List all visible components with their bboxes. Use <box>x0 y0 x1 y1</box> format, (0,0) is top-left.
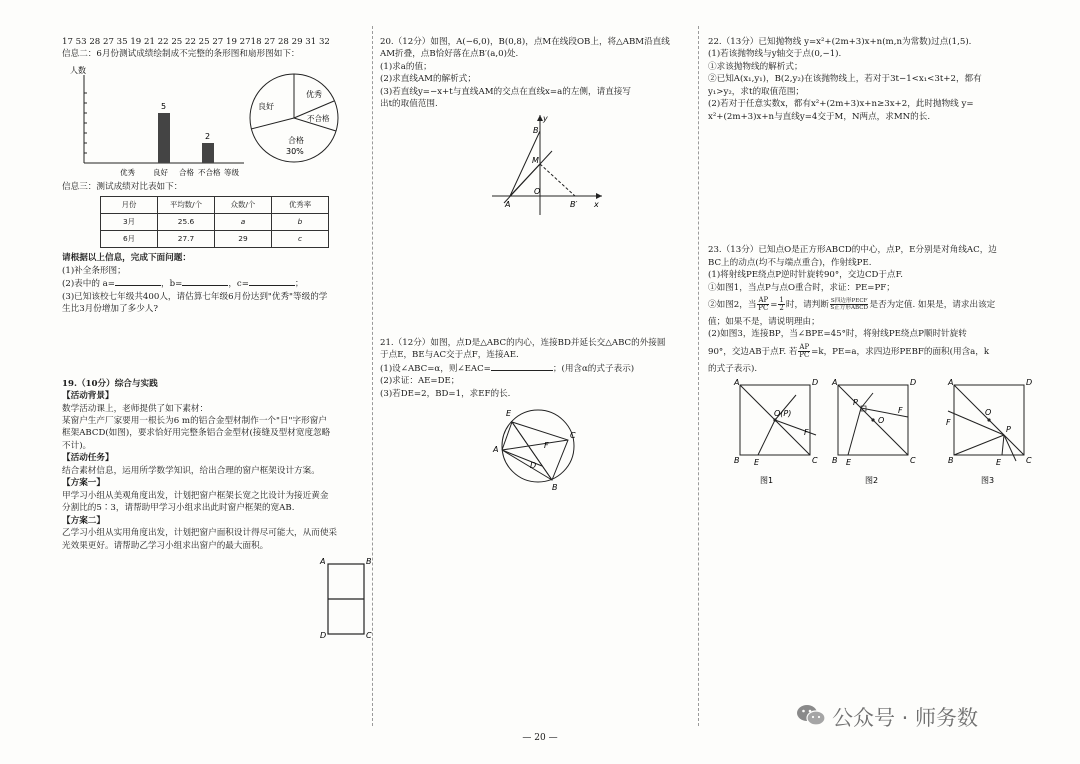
label-C: C <box>910 456 916 466</box>
y-axis-label: 人数 <box>70 65 86 75</box>
p20-coordinate-figure <box>380 111 688 217</box>
table-cell: b <box>272 214 329 231</box>
p19-scheme2-line: 光效果更好。请帮助乙学习小组求出窗户的最大面积。 <box>62 540 269 551</box>
question-3-line-2: 生比3月份增加了多少人? <box>62 304 159 315</box>
p20-line: (2)求直线AM的解析式； <box>380 74 476 85</box>
table-cell: 25.6 <box>158 214 215 231</box>
table-header: 优秀率 <box>272 197 329 214</box>
ray-PF <box>948 411 1004 435</box>
fraction-ap-pc <box>798 344 810 360</box>
p19-task-line: 结合素材信息，运用所学数学知识，给出合理的窗户框架设计方案。 <box>62 465 320 476</box>
label-F: F <box>946 418 951 428</box>
column-divider-2 <box>698 26 699 726</box>
bar-fail <box>202 143 214 163</box>
p20-line: 20.（12分）如图，A(−6,0)，B(0,8)，点M在线段OB上，将△ABM沿直线 <box>380 37 670 47</box>
scheme-one-heading: 【方案一】 <box>62 478 105 489</box>
table-cell: 3月 <box>101 214 158 231</box>
p19-background-line: 某窗户生产厂家要用一根长为6 m的铝合金型材制作一个"日"字形窗户 <box>62 415 327 426</box>
p21-line: (2)求证：AE=DE； <box>380 376 460 387</box>
p21-text-b: ；(用含α的式子表示) <box>552 363 635 374</box>
answer-blank-eac[interactable] <box>491 362 553 371</box>
p23-line: (1)将射线PE绕点P逆时针旋转90°，交边CD于点F. <box>708 270 903 281</box>
pie-label-good: 良好 <box>258 101 274 111</box>
p23-text: 90°，交边AB于点F. 若 <box>708 346 798 357</box>
figure-1 <box>733 378 818 485</box>
label-B: B <box>734 456 740 466</box>
label-D: D <box>812 378 819 388</box>
pie-label-excellent: 优秀 <box>306 89 322 99</box>
bar-good <box>158 113 170 163</box>
p21-circle-figure <box>380 402 688 492</box>
p19-scheme1-line: 甲学习小组从美观角度出发，计划把窗户框架长宽之比设计为接近黄金 <box>62 490 329 501</box>
label-B: B <box>533 125 539 135</box>
figure-caption: 图3 <box>981 476 995 486</box>
q2-text-b: ，b= <box>161 279 183 290</box>
bar-chart <box>70 65 244 177</box>
p20-line: AM折叠，点B恰好落在点B′(a,0)处. <box>380 49 519 60</box>
activity-background-heading: 【活动背景】 <box>62 391 114 402</box>
side-AC <box>502 440 568 450</box>
label-E: E <box>754 458 760 468</box>
chord <box>502 450 552 480</box>
wechat-icon <box>796 703 826 735</box>
triangle-ABC-outline <box>512 422 568 480</box>
label-C: C <box>812 456 818 466</box>
pie-label-fail: 不合格 <box>307 113 330 123</box>
p21-line <box>380 362 688 375</box>
label-A: A <box>832 378 838 388</box>
comparison-table <box>100 196 329 248</box>
fraction-one-half <box>778 297 784 313</box>
bar-label-good: 5 <box>161 101 167 111</box>
p20-line: (3)若直线y=−x+t与直线AM的交点在直线x=a的左侧，请直接写 <box>380 86 631 97</box>
ray-PE <box>1002 435 1004 455</box>
label-C: C <box>366 630 372 640</box>
fraction-denominator: S正方形ABCD <box>830 305 868 312</box>
p19-scheme2-line: 乙学习小组从实用角度出发，计划把窗户面积设计得尽可能大，从而使采 <box>62 528 338 539</box>
figure-caption: 图1 <box>760 476 774 486</box>
fraction-numerator: S四边形PECF <box>830 298 868 305</box>
label-D: D <box>320 630 327 640</box>
table-row <box>101 214 329 231</box>
pie-label-pass-percent: 30% <box>286 146 304 156</box>
p23-line: ①如图1，当点P与点O重合时，求证：PE=PF； <box>708 282 895 293</box>
label-E: E <box>846 458 852 468</box>
p23-line: 23.（13分）已知点O是正方形ABCD的中心，点P，E分别是对角线AC，边 <box>708 245 997 256</box>
column-divider-1 <box>372 26 373 726</box>
label-O: O <box>878 416 885 426</box>
fraction-ap-pc <box>757 297 769 313</box>
label-O: O <box>985 408 992 418</box>
p20-line: 出t的取值范围. <box>380 99 438 110</box>
p19-background-line: 数学活动课上，老师提供了如下素材： <box>62 403 209 414</box>
segment-BP <box>954 435 1004 455</box>
fraction-denominator: PC <box>758 304 769 313</box>
label-C: C <box>1026 456 1032 466</box>
question-2 <box>62 277 362 290</box>
watermark <box>796 703 978 735</box>
p23-figures <box>708 377 1038 493</box>
p19-scheme1-line: 分割比的5∶3，请帮助甲学习小组求出此时窗户框架的宽AB. <box>62 503 295 514</box>
data-row: 17 53 28 27 35 19 21 22 25 22 25 27 19 2718 27 28 29 31 32 <box>62 37 330 47</box>
point-O <box>871 419 874 422</box>
p23-text: =k，PE=a，求四边形PEBF的面积(用含a，k <box>811 346 990 357</box>
table-cell: 6月 <box>101 231 158 248</box>
p22-line: (1)若该抛物线与y轴交于点(0,−1). <box>708 49 842 60</box>
figure-3 <box>946 378 1032 485</box>
point-O <box>987 419 990 422</box>
answer-blank-c[interactable] <box>249 277 295 286</box>
watermark-text: 公众号 · 师务数 <box>832 706 979 731</box>
bar-label-fail: 2 <box>205 131 211 141</box>
label-B: B <box>552 482 558 492</box>
table-row <box>101 231 329 248</box>
label-O: O <box>534 186 541 196</box>
p22-line: x²+(2m+3)x+n与直线y=4交于M，N两点，求MN的长. <box>708 111 931 122</box>
page-number: — 20 — <box>522 733 558 743</box>
statistics-charts <box>62 61 362 181</box>
p22-line: (2)若对于任意实数x，都有x²+(2m+3)x+n≥3x+2，此时抛物线 y= <box>708 99 974 110</box>
problem-19-title: 19.（10分）综合与实践 <box>62 378 158 389</box>
table-header: 月份 <box>101 197 158 214</box>
fraction-numerator: AP <box>799 343 810 352</box>
column-right <box>708 28 1038 493</box>
pie-label-pass: 合格 <box>288 135 304 145</box>
instruction: 请根据以上信息，完成下面问题： <box>62 253 191 264</box>
pie-divider-2 <box>251 118 294 129</box>
label-M: M <box>532 155 539 165</box>
question-1: (1)补全条形图； <box>62 265 126 276</box>
p23-text: 是否为定值. 如果是，请求出该定 <box>869 299 996 310</box>
column-left <box>62 28 372 640</box>
p23-line-fraction <box>708 294 1038 316</box>
p23-line: (2)如图3，连接BP，当∠BPE=45°时，将射线PE绕点P顺时针旋转 <box>708 329 967 340</box>
q2-text-end: ； <box>294 279 304 290</box>
table-header: 众数/个 <box>215 197 272 214</box>
label-F: F <box>898 406 903 416</box>
label-D: D <box>530 460 537 470</box>
window-frame-figure <box>62 556 372 640</box>
p21-line: 21.（12分）如图，点D是△ABC的内心，连接BD并延长交△ABC的外接圆 <box>380 337 666 348</box>
fraction-denominator: PC <box>799 351 810 360</box>
label-F: F <box>544 440 549 450</box>
pie-chart <box>250 74 338 162</box>
p23-line: BC上的动点(均不与端点重合)，作射线PE. <box>708 257 872 268</box>
p22-line: y₁>y₂，求t的取值范围； <box>708 86 805 97</box>
p23-text: 时，请判断 <box>785 299 829 310</box>
label-P: P <box>1006 425 1011 435</box>
table-cell: c <box>272 231 329 248</box>
x-arrow <box>596 193 602 199</box>
info-three: 信息三：测试成绩对比表如下： <box>62 181 183 192</box>
label-A: A <box>320 556 326 566</box>
label-E: E <box>506 408 512 418</box>
answer-blank-a[interactable] <box>115 277 161 286</box>
question-3-line-1: (3)已知该校七年级共400人，请估算七年级6月份达到"优秀"等级的学 <box>62 291 328 302</box>
x-tick-good: 良好 <box>153 167 168 177</box>
ray-PE <box>758 420 775 455</box>
table-cell: a <box>215 214 272 231</box>
label-B: B <box>832 456 838 466</box>
table-header: 平均数/个 <box>158 197 215 214</box>
label-B: B <box>948 456 954 466</box>
label-B-prime: B′ <box>570 199 578 209</box>
p21-text-a: (1)设∠ABC=α，则∠EAC= <box>380 363 491 374</box>
fraction-denominator: 2 <box>779 304 784 313</box>
segment-MB-prime <box>540 164 575 196</box>
p20-line: (1)求a的值； <box>380 61 432 72</box>
p23-line-fraction <box>708 341 1038 363</box>
table-cell: 27.7 <box>158 231 215 248</box>
p22-line: ①求该抛物线的解析式； <box>708 61 803 72</box>
x-tick-excellent: 优秀 <box>120 167 135 177</box>
label-D: D <box>1026 378 1033 388</box>
extension <box>1004 435 1016 461</box>
q2-text-c: ，c= <box>228 279 249 290</box>
p21-line: 于点E，BE与AC交于点F，连接AE. <box>380 350 519 361</box>
answer-blank-b[interactable] <box>182 277 228 286</box>
p23-text: = <box>770 299 778 310</box>
p22-line: ②已知A(x₁,y₁)，B(2,y₂)在该抛物线上，若对于3t−1<x₁<3t+2，都有 <box>708 74 982 85</box>
label-P: P <box>853 398 858 408</box>
label-B: B <box>366 556 372 566</box>
p23-line: 的式子表示). <box>708 363 758 374</box>
label-A: A <box>493 444 499 454</box>
x-tick-pass: 合格 <box>179 167 194 177</box>
fraction-numerator: 1 <box>779 296 784 305</box>
label-A: A <box>734 378 740 388</box>
ray-PE <box>848 408 861 455</box>
column-middle <box>380 28 688 492</box>
p21-line: (3)若DE=2，BD=1，求EF的长. <box>380 388 511 399</box>
p19-background-line: 框架ABCD(如图)，要求恰好用完整条铝合金型材(接缝及型材宽度忽略 <box>62 428 331 439</box>
scheme-two-heading: 【方案二】 <box>62 515 105 526</box>
table-cell: 29 <box>215 231 272 248</box>
label-OP: O(P) <box>774 409 792 419</box>
x-tick-fail: 不合格 <box>198 167 221 177</box>
p22-line: 22.（13分）已知抛物线 y=x²+(2m+3)x+n(m,n为常数)过点(1,5). <box>708 37 972 47</box>
table-header-row <box>101 197 329 214</box>
label-A: A <box>948 378 954 388</box>
figure-2 <box>831 378 916 485</box>
p19-background-line: 不计)。 <box>62 440 92 451</box>
label-E: E <box>996 458 1002 468</box>
q2-text-a: (2)表中的 a= <box>62 279 116 290</box>
fraction-area-ratio <box>830 298 869 311</box>
label-A: A <box>505 199 511 209</box>
segment-EB <box>512 422 552 480</box>
p23-line: 值；如果不是，请说明理由； <box>708 316 820 327</box>
label-C: C <box>570 430 576 440</box>
figure-caption: 图2 <box>865 476 879 486</box>
x-axis-suffix: 等级 <box>224 167 239 177</box>
activity-task-heading: 【活动任务】 <box>62 453 114 464</box>
info-two: 信息二：6月份测试成绩绘制成不完整的条形图和扇形图如下： <box>62 49 300 60</box>
label-F: F <box>804 428 809 438</box>
label-D: D <box>910 378 917 388</box>
label-x: x <box>594 199 599 209</box>
label-y: y <box>543 113 548 123</box>
fraction-numerator: AP <box>758 296 769 305</box>
p23-text: ②如图2，当 <box>708 299 757 310</box>
point-O <box>773 419 776 422</box>
